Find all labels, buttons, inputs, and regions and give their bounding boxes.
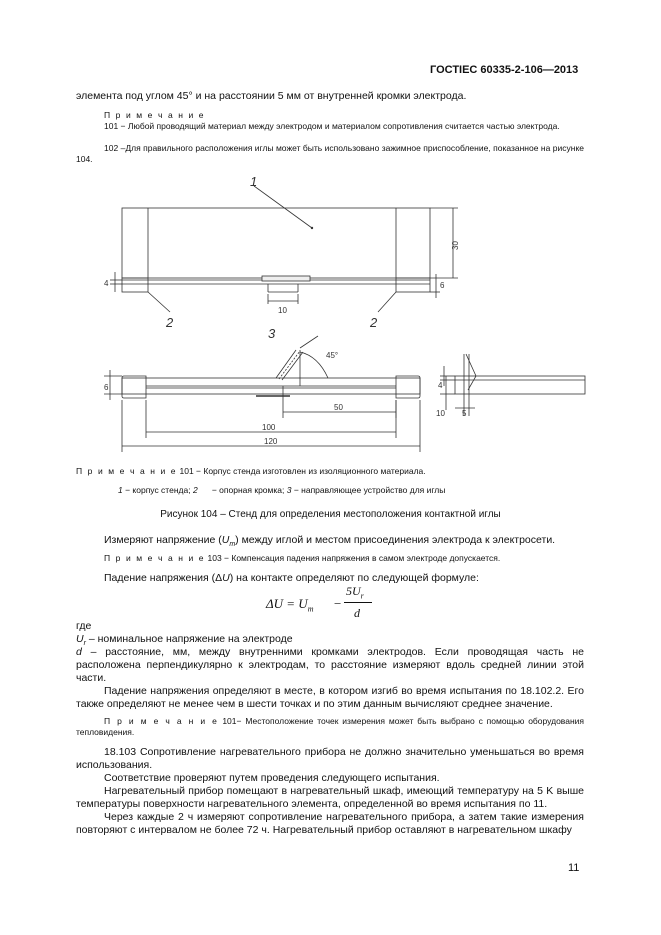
d-sym: d [76, 646, 82, 658]
legend-2-num: 2 [192, 485, 198, 495]
dim-6-top: 6 [440, 281, 445, 290]
drop-b: ) на контакте определяют по следующей формуле: [229, 572, 479, 584]
paragraph-every-2h: Через каждые 2 ч измеряют сопротивление нагревательного прибора, а затем такие измерения повторяют с интервалом не более 72 ч. Нагревательный прибор оставляют в нагревательном шкафу [76, 811, 584, 836]
dim-10-top: 10 [278, 306, 287, 315]
standard-header: ГОСТIEC 60335-2-106—2013 [430, 64, 579, 76]
label-3: 3 [268, 326, 276, 341]
paragraph-angle: элемента под углом 45° и на расстоянии 5 мм от внутренней кромки электрода. [76, 90, 467, 102]
note-103-text: 103 − Компенсация падения напряжения в самом электроде допускается. [205, 553, 501, 563]
paragraph-measure [76, 534, 584, 551]
ur-sym: U [76, 633, 84, 645]
dim-10-side: 10 [436, 409, 445, 418]
figure-note-prefix: П р и м е ч а н и е [76, 466, 178, 476]
dim-120: 120 [264, 437, 278, 446]
paragraph-heater: Нагревательный прибор помещают в нагревательный шкаф, имеющий температуру на 5 K выше температуры поверхности нагревательного элемента, определенной во время испытания по 11. [76, 785, 584, 810]
legend-2-text: − опорная кромка; [197, 485, 287, 495]
drop-sym: U [222, 572, 230, 584]
where-label: где [76, 620, 92, 632]
measure-a: Измеряют напряжение ( [104, 534, 222, 546]
page-number: 11 [568, 862, 580, 874]
section-18-103: 18.103 Сопротивление нагревательного прибора не должно значительно уменьшаться во время использования. [76, 746, 584, 771]
note-101b [76, 716, 584, 738]
note-103-prefix: П р и м е ч а н и е [104, 553, 206, 563]
ur-sub: r [83, 640, 86, 648]
formula-lhs-sub: m [307, 604, 314, 614]
note-103 [76, 553, 584, 564]
paragraph-compliance: Соответствие проверяют путем проведения следующего испытания. [104, 772, 440, 784]
legend-3-num: 3 [286, 485, 292, 495]
figure-note [76, 466, 584, 477]
legend-3-text: − направляющее устройство для иглы [291, 485, 446, 495]
formula-lhs-text: ΔU = U [266, 596, 308, 611]
dim-4-side: 4 [438, 381, 443, 390]
d-text: – расстояние, мм, между внутренними кромками электродов. Если проводящая часть не расположена перпендикулярно к электродам, то расстояние измеряют вдоль средней линии этой части. [76, 646, 584, 684]
legend-1-text: − корпус стенда; [122, 485, 193, 495]
formula-num-text: 5U [346, 584, 361, 598]
dim-6-bottom: 6 [104, 383, 109, 392]
figure-caption: Рисунок 104 – Стенд для определения местоположения контактной иглы [160, 509, 501, 520]
figure-104-drawing [0, 170, 661, 460]
formula-lhs [266, 596, 313, 614]
note-101b-text: 101− Местоположение точек измерения может быть выбрано с помощью оборудования тепловидения. [76, 716, 585, 737]
dim-5-side: 5 [462, 409, 467, 418]
d-definition [76, 646, 584, 685]
dim-50: 50 [334, 403, 343, 412]
formula-num-sub: r [360, 591, 364, 601]
label-1: 1 [250, 174, 258, 189]
measure-b: ) между иглой и местом присоединения электрода к электросети. [235, 534, 556, 546]
figure-note-text: 101 − Корпус стенда изготовлен из изоляционного материала. [177, 466, 426, 476]
paragraph-drop-place: Падение напряжения определяют в месте, в котором изгиб во время испытания по 18.102.2. Его также определяют не менее чем в шести точках и по этим данным вычисляют среднее значение. [76, 685, 584, 710]
formula-minus: − [334, 596, 342, 611]
dim-100: 100 [262, 423, 276, 432]
figure-legend [118, 485, 588, 496]
measure-sym: U [221, 534, 230, 546]
legend-1-num: 1 [118, 485, 123, 495]
formula-num [346, 584, 364, 600]
dim-30: 30 [451, 241, 460, 250]
dim-4-top: 4 [104, 279, 109, 288]
note-101b-prefix: П р и м е ч а н и е [104, 716, 219, 726]
label-2-left: 2 [166, 315, 174, 330]
drop-a: Падение напряжения (Δ [104, 572, 223, 584]
note-101: 101 − Любой проводящий материал между электродом и материалом сопротивления считается частью электрода. [104, 121, 560, 131]
ur-text: – номинальное напряжение на электроде [85, 633, 293, 645]
label-2-right: 2 [370, 315, 378, 330]
measure-sub: m [229, 541, 236, 549]
fraction-bar [344, 602, 372, 603]
stand-body-top [122, 208, 430, 278]
dim-angle: 45° [326, 351, 339, 360]
note-102: 102 –Для правильного расположения иглы может быть использовано зажимное приспособление, показанное на рисунке 104. [76, 143, 584, 164]
note-heading: П р и м е ч а н и е [104, 110, 206, 120]
formula-den: d [354, 606, 360, 620]
